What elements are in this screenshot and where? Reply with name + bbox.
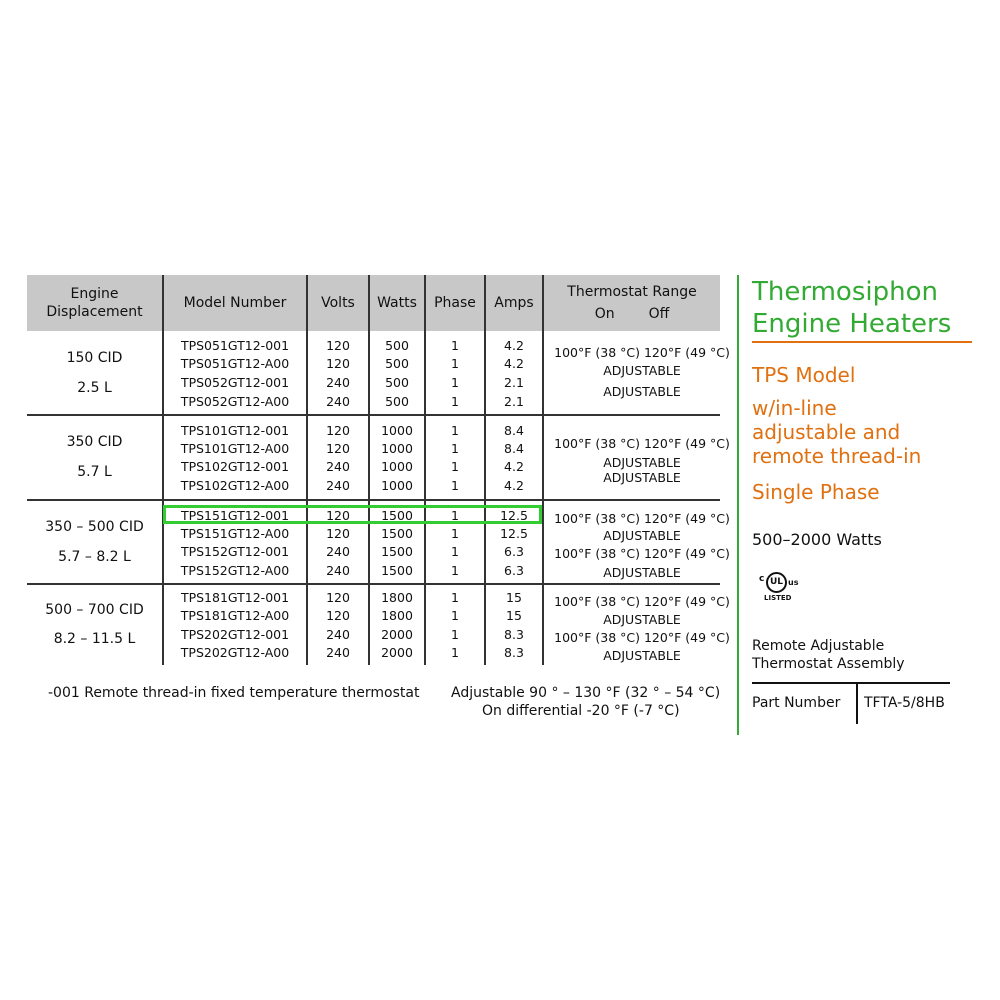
table-cell-amps: 8.3 [504, 645, 524, 660]
table-cell-watts: 1000 [381, 423, 413, 438]
table-cell-amps: 4.2 [504, 459, 524, 474]
header-phase: Phase [434, 295, 476, 311]
note-differential: On differential -20 °F (-7 °C) [482, 703, 680, 719]
table-cell-volts: 240 [326, 394, 350, 409]
header-model: Model Number [183, 295, 287, 311]
header-amps: Amps [494, 295, 534, 311]
group-liters: 8.2 – 11.5 L [53, 631, 136, 647]
table-cell-amps: 8.4 [504, 423, 524, 438]
ul-listed-icon [757, 570, 807, 606]
table-cell-volts: 240 [326, 563, 350, 578]
therm-range: ADJUSTABLE [603, 470, 681, 485]
table-cell-amps: 4.2 [504, 338, 524, 353]
table-cell-amps: 8.3 [504, 627, 524, 642]
therm-range: ADJUSTABLE [603, 455, 681, 470]
table-cell-model: TPS152GT12-A00 [180, 563, 290, 578]
table-cell-model: TPS102GT12-A00 [180, 478, 290, 493]
table-cell-model: TPS051GT12-A00 [180, 356, 290, 371]
table-cell-phase: 1 [451, 423, 459, 438]
table-cell-watts: 1000 [381, 478, 413, 493]
part-number-topline [752, 682, 950, 684]
side-feature-line2: adjustable and [752, 420, 901, 444]
therm-range: ADJUSTABLE [603, 384, 681, 399]
table-cell-model: TPS181GT12-A00 [180, 608, 290, 623]
table-cell-volts: 120 [326, 423, 350, 438]
table-cell-watts: 1800 [381, 590, 413, 605]
part-number-label: Part Number [752, 695, 841, 711]
side-feature-line3: remote thread-in [752, 444, 922, 468]
row-divider [27, 499, 720, 501]
group-liters: 2.5 L [77, 380, 112, 396]
table-cell-amps: 4.2 [504, 478, 524, 493]
ul-circle: UL [766, 572, 787, 593]
table-cell-watts: 2000 [381, 645, 413, 660]
table-cell-phase: 1 [451, 563, 459, 578]
assembly-line2: Thermostat Assembly [752, 656, 905, 672]
table-cell-volts: 240 [326, 375, 350, 390]
table-cell-watts: 1000 [381, 459, 413, 474]
table-cell-phase: 1 [451, 526, 459, 541]
side-feature-line1: w/in-line [752, 396, 837, 420]
note-adjustable-range: Adjustable 90 ° – 130 °F (32 ° – 54 °C) [451, 685, 721, 701]
table-cell-phase: 1 [451, 508, 459, 523]
ul-us-text: us [788, 578, 799, 587]
table-cell-volts: 120 [326, 608, 350, 623]
table-cell-watts: 1000 [381, 441, 413, 456]
note-fixed-thermostat: -001 Remote thread-in fixed temperature thermostat [48, 685, 420, 701]
table-cell-amps: 6.3 [504, 544, 524, 559]
header-engine: Engine Displacement [46, 286, 143, 320]
header-therm-on: On [594, 306, 615, 322]
therm-range: 100°F (38 °C) 120°F (49 °C) [554, 436, 730, 451]
therm-range: 100°F (38 °C) 120°F (49 °C) [554, 594, 730, 609]
table-cell-watts: 500 [385, 394, 409, 409]
side-model: TPS Model [752, 363, 856, 387]
table-cell-volts: 120 [326, 441, 350, 456]
table-cell-amps: 12.5 [500, 508, 528, 523]
table-cell-amps: 8.4 [504, 441, 524, 456]
table-cell-watts: 2000 [381, 627, 413, 642]
table-cell-watts: 500 [385, 375, 409, 390]
table-cell-phase: 1 [451, 645, 459, 660]
therm-range: 100°F (38 °C) 120°F (49 °C) [554, 345, 730, 360]
table-cell-volts: 240 [326, 478, 350, 493]
table-cell-amps: 2.1 [504, 394, 524, 409]
assembly-line1: Remote Adjustable [752, 638, 885, 654]
group-cid: 150 CID [66, 350, 123, 366]
table-cell-volts: 120 [326, 526, 350, 541]
table-cell-phase: 1 [451, 627, 459, 642]
table-cell-model: TPS052GT12-001 [180, 375, 290, 390]
part-number-value: TFTA-5/8HB [864, 695, 945, 711]
table-cell-volts: 240 [326, 459, 350, 474]
table-cell-phase: 1 [451, 394, 459, 409]
header-volts: Volts [321, 295, 355, 311]
table-cell-volts: 120 [326, 508, 350, 523]
spec-table [27, 275, 730, 665]
table-cell-phase: 1 [451, 375, 459, 390]
therm-range: 100°F (38 °C) 120°F (49 °C) [554, 546, 730, 561]
table-cell-amps: 15 [506, 590, 522, 605]
table-cell-phase: 1 [451, 478, 459, 493]
group-liters: 5.7 – 8.2 L [58, 549, 131, 565]
highlighted-row-outline [163, 505, 542, 524]
ul-listed-text: LISTED [764, 594, 792, 602]
table-cell-amps: 6.3 [504, 563, 524, 578]
row-divider [27, 583, 720, 585]
part-number-divider [856, 684, 858, 724]
group-cid: 500 – 700 CID [45, 602, 144, 618]
therm-range: ADJUSTABLE [603, 528, 681, 543]
therm-range: 100°F (38 °C) 120°F (49 °C) [554, 630, 730, 645]
table-cell-model: TPS101GT12-A00 [180, 441, 290, 456]
table-cell-model: TPS051GT12-001 [180, 338, 290, 353]
therm-range: ADJUSTABLE [603, 565, 681, 580]
group-cid: 350 CID [66, 434, 123, 450]
table-cell-watts: 1500 [381, 544, 413, 559]
table-cell-amps: 12.5 [500, 526, 528, 541]
therm-range: ADJUSTABLE [603, 648, 681, 663]
table-cell-amps: 15 [506, 608, 522, 623]
group-liters: 5.7 L [77, 464, 112, 480]
table-cell-phase: 1 [451, 459, 459, 474]
table-cell-volts: 120 [326, 590, 350, 605]
therm-range: 100°F (38 °C) 120°F (49 °C) [554, 511, 730, 526]
table-cell-volts: 240 [326, 645, 350, 660]
table-cell-phase: 1 [451, 590, 459, 605]
table-cell-phase: 1 [451, 544, 459, 559]
table-cell-model: TPS151GT12-A00 [180, 526, 290, 541]
side-divider [737, 275, 739, 735]
table-cell-amps: 4.2 [504, 356, 524, 371]
table-cell-watts: 1800 [381, 608, 413, 623]
table-cell-volts: 240 [326, 627, 350, 642]
side-watts: 500–2000 Watts [752, 530, 882, 549]
table-cell-model: TPS181GT12-001 [180, 590, 290, 605]
therm-range: ADJUSTABLE [603, 612, 681, 627]
table-cell-model: TPS101GT12-001 [180, 423, 290, 438]
table-cell-model: TPS102GT12-001 [180, 459, 290, 474]
header-watts: Watts [377, 295, 417, 311]
side-phase: Single Phase [752, 480, 880, 504]
table-cell-watts: 1500 [381, 563, 413, 578]
table-cell-model: TPS202GT12-A00 [180, 645, 290, 660]
title-underline [752, 341, 972, 343]
table-cell-phase: 1 [451, 441, 459, 456]
table-cell-phase: 1 [451, 608, 459, 623]
table-cell-volts: 240 [326, 544, 350, 559]
table-cell-amps: 2.1 [504, 375, 524, 390]
table-cell-phase: 1 [451, 356, 459, 371]
table-cell-model: TPS151GT12-001 [180, 508, 290, 523]
row-divider [27, 414, 720, 416]
header-thermostat [544, 275, 720, 331]
side-title-line2: Engine Heaters [752, 309, 952, 339]
therm-range: ADJUSTABLE [603, 363, 681, 378]
header-therm-title: Thermostat Range [567, 284, 697, 300]
ul-c-text: c [759, 574, 765, 584]
table-cell-phase: 1 [451, 338, 459, 353]
header-therm-off: Off [648, 306, 670, 322]
table-cell-watts: 500 [385, 356, 409, 371]
table-cell-watts: 1500 [381, 526, 413, 541]
table-cell-model: TPS052GT12-A00 [180, 394, 290, 409]
table-cell-watts: 500 [385, 338, 409, 353]
table-cell-watts: 1500 [381, 508, 413, 523]
table-cell-volts: 120 [326, 338, 350, 353]
table-cell-model: TPS152GT12-001 [180, 544, 290, 559]
group-cid: 350 – 500 CID [45, 519, 144, 535]
table-cell-volts: 120 [326, 356, 350, 371]
table-cell-model: TPS202GT12-001 [180, 627, 290, 642]
side-title-line1: Thermosiphon [752, 277, 938, 307]
